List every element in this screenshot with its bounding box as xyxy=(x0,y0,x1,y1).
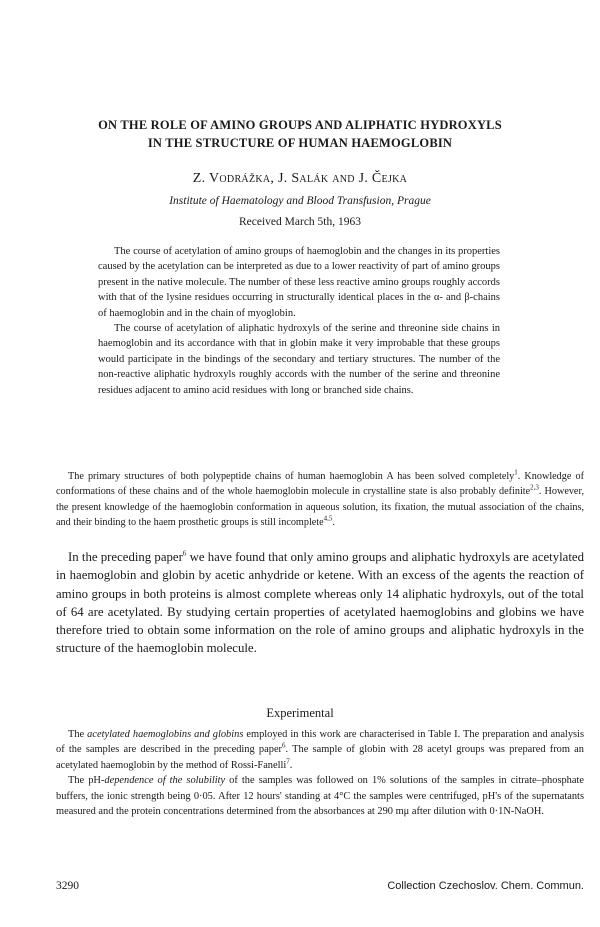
intro-text: . However, the present knowledge of the haemoglobin conformation in aqueous solution, its fixation, the mutual association of the chains, and their binding to the haem prosthetic groups is still incomplete xyxy=(56,486,584,528)
abstract xyxy=(98,244,500,398)
section-heading-experimental: Experimental xyxy=(266,706,334,720)
experimental-section xyxy=(56,727,584,819)
authors: Z. Vodrážka, J. Salák and J. Čejka xyxy=(192,171,408,186)
body-text: of the samples was followed on 1% solutions of the samples in citrate–phosphate buffers, the ionic strength being 0·05. After 12 hours' standing at 4°C the samples were centrifuged, pH's of the supernatants measured and the protein concentrations determined from the absorbances at 290 mμ after dilution with 0·1N-NaOH. xyxy=(56,775,584,818)
institute: Institute of Haematology and Blood Transfusion, Prague xyxy=(169,195,431,207)
journal-name: Collection Czechoslov. Chem. Commun. xyxy=(387,880,584,892)
article-title xyxy=(40,116,560,152)
reference-marker: 7 xyxy=(286,757,290,766)
reference-marker: 2,3 xyxy=(530,483,539,492)
body-text: The xyxy=(68,729,88,740)
reference-marker: 6 xyxy=(282,741,286,750)
reference-marker: 4,5 xyxy=(323,514,333,523)
body-text: . xyxy=(289,759,293,771)
intro-text: In the preceding paper xyxy=(68,550,183,564)
body-text: The pH- xyxy=(68,775,105,787)
title-line-2: IN THE STRUCTURE OF HUMAN HAEMOGLOBIN xyxy=(147,136,453,150)
body-text: . The sample of globin with 28 acetyl groups was prepared from an acetylated haemoglobin by the method of Rossi-Fanelli xyxy=(56,744,584,771)
italic-phrase: dependence of the solubility xyxy=(104,775,226,787)
experimental-paragraph xyxy=(56,773,584,819)
received-date: Received March 5th, 1963 xyxy=(239,216,361,228)
introduction-paragraph xyxy=(56,548,584,658)
title-line-1: ON THE ROLE OF AMINO GROUPS AND ALIPHATIC HYDROXYLS xyxy=(98,118,502,132)
reference-marker: 1 xyxy=(514,468,518,477)
reference-marker: 6 xyxy=(182,549,187,558)
italic-phrase: acetylated haemoglobins and globins xyxy=(87,729,244,740)
page-number: 3290 xyxy=(56,880,79,892)
abstract-paragraph: The course of acetylation of aliphatic hydroxyls of the serine and threonine side chains in haemoglobin and its accordance with that in globin make it very improbable that these groups would participate in the bindings of the secondary and tertiary structures. The number of the non-reactive aliphatic hydroxyls roughly accords with the number of the serine and threonine residues adjacent to amino acid residues with long or branched side chains. xyxy=(98,323,500,396)
body-text: employed in this work are characterised in Table I. The preparation and analysis of the samples are described in the preceding paper xyxy=(56,729,584,756)
experimental-paragraph xyxy=(56,727,584,773)
intro-text: . Knowledge of conformations of these chains and of the whole haemoglobin molecule in crystalline state is also probably definite xyxy=(56,471,584,498)
intro-text: The primary structures of both polypeptide chains of human haemoglobin A has been solved completely xyxy=(68,471,515,482)
introduction-paragraph xyxy=(56,469,584,530)
intro-text: we have found that only amino groups and aliphatic hydroxyls are acetylated in haemoglobin and globin by acetic anhydride or ketene. With an excess of the agents the reaction of amino groups in both proteins is almost complete whereas only 14 aliphatic hydroxyls, out of the total of 64 are acetylated. By studying certain properties of acetylated haemoglobins and globins we have therefore tried to obtain some information on the role of amino groups and aliphatic hydroxyls in the structure of the haemoglobin molecule. xyxy=(56,550,585,656)
abstract-paragraph: The course of acetylation of amino groups of haemoglobin and the changes in its properties caused by the acetylation can be interpreted as due to a lower reactivity of part of amino groups present in the native molecule. The number of these less reactive amino groups roughly accords with that of the lysine residues occurring in structurally identical places in the α- and β-chains of haemoglobin and in the chain of myoglobin. xyxy=(98,246,500,319)
intro-text: . xyxy=(332,516,335,528)
